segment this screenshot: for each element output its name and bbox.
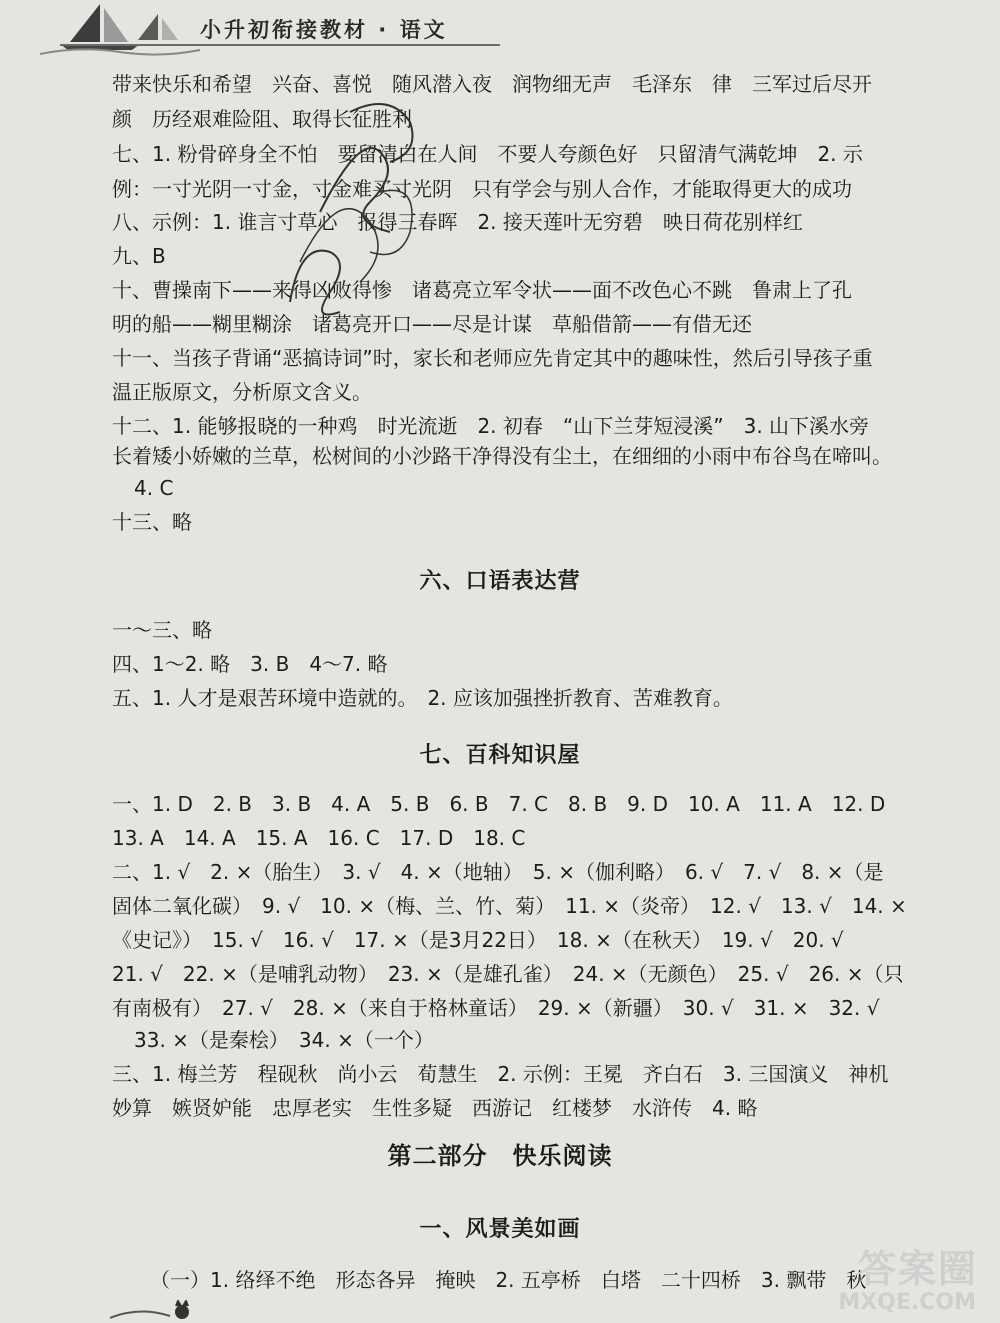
watermark-url: MXQE.COM bbox=[838, 1290, 976, 1315]
text-line: 温正版原文，分析原文含义。 bbox=[112, 380, 372, 404]
text-line: 颜 历经艰难险阻、取得长征胜利 bbox=[112, 107, 412, 131]
section-heading: 六、口语表达营 bbox=[419, 569, 581, 594]
sailboat-icon bbox=[40, 0, 200, 56]
text-line: 四、1～2. 略 3. B 4～7. 略 bbox=[112, 652, 388, 676]
text-line: 十二、1. 能够报晓的一种鸡 时光流逝 2. 初春 “山下兰芽短浸溪” 3. 山下溪水旁 bbox=[112, 414, 870, 438]
section-heading: 七、百科知识屋 bbox=[419, 743, 581, 768]
text-line: 九、B bbox=[112, 244, 166, 268]
text-line: 有南极有） 27. √ 28. ×（来自于格林童话） 29. ×（新疆） 30. √ 31. × 32. √ bbox=[112, 996, 880, 1020]
text-line: 一、1. D 2. B 3. B 4. A 5. B 6. B 7. C 8. B 9. D 10. A 11. A 12. D bbox=[112, 792, 886, 816]
part-heading: 第二部分 快乐阅读 bbox=[387, 1142, 613, 1170]
handwritten-signature bbox=[270, 92, 440, 332]
text-line: 八、示例：1. 谁言寸草心 报得三春晖 2. 接天莲叶无穷碧 映日荷花别样红 bbox=[112, 210, 803, 234]
text-line: 固体二氧化碳） 9. √ 10. ×（梅、兰、竹、菊） 11. ×（炎帝） 12. √ 13. √ 14. × bbox=[112, 894, 907, 918]
watermark bbox=[794, 1249, 994, 1319]
cat-decoration-icon bbox=[110, 1300, 200, 1322]
text-line: 长着矮小娇嫩的兰草，松树间的小沙路干净得没有尘土，在细细的小雨中布谷鸟在啼叫。 bbox=[112, 444, 892, 468]
watermark-logo: 答案圈 bbox=[857, 1247, 978, 1291]
text-line: 十三、略 bbox=[112, 510, 192, 534]
header-divider bbox=[60, 44, 500, 46]
text-line: 例：一寸光阴一寸金，寸金难买寸光阴 只有学会与别人合作，才能取得更大的成功 bbox=[112, 177, 852, 201]
text-line: 4. C bbox=[134, 476, 174, 500]
text-line: 三、1. 梅兰芳 程砚秋 尚小云 荀慧生 2. 示例：王冕 齐白石 3. 三国演义 神机 bbox=[112, 1062, 889, 1086]
text-line: 十一、当孩子背诵“恶搞诗词”时，家长和老师应先肯定其中的趣味性，然后引导孩子重 bbox=[112, 346, 873, 370]
text-line: 21. √ 22. ×（是哺乳动物） 23. ×（是雄孔雀） 24. ×（无颜色） 25. √ 26. ×（只 bbox=[112, 962, 904, 986]
text-line: 明的船——糊里糊涂 诸葛亮开口——尽是计谋 草船借箭——有借无还 bbox=[112, 312, 752, 336]
text-line: （一）1. 络绎不绝 形态各异 掩映 2. 五亭桥 白塔 二十四桥 3. 飘带 秋 bbox=[150, 1268, 867, 1292]
text-line: 七、1. 粉骨碎身全不怕 要留清白在人间 不要人夸颜色好 只留清气满乾坤 2. 示 bbox=[112, 142, 863, 166]
text-line: 带来快乐和希望 兴奋、喜悦 随风潜入夜 润物细无声 毛泽东 律 三军过后尽开 bbox=[112, 72, 872, 96]
section-heading: 一、风景美如画 bbox=[419, 1217, 581, 1242]
text-line: 妙算 嫉贤妒能 忠厚老实 生性多疑 西游记 红楼梦 水浒传 4. 略 bbox=[112, 1096, 758, 1120]
text-line: 二、1. √ 2. ×（胎生） 3. √ 4. ×（地轴） 5. ×（伽利略） 6. √ 7. √ 8. ×（是 bbox=[112, 860, 884, 884]
header-title: 小升初衔接教材 · 语文 bbox=[200, 18, 448, 42]
text-line: 《史记》） 15. √ 16. √ 17. ×（是3月22日） 18. ×（在秋天） 19. √ 20. √ bbox=[112, 928, 844, 952]
text-line: 一～三、略 bbox=[112, 618, 212, 642]
text-line: 五、1. 人才是艰苦环境中造就的。 2. 应该加强挫折教育、苦难教育。 bbox=[112, 686, 733, 710]
text-line: 十、曹操南下——来得凶败得惨 诸葛亮立军令状——面不改色心不跳 鲁肃上了孔 bbox=[112, 278, 852, 302]
page-header bbox=[0, 0, 1000, 60]
text-line: 33. ×（是秦桧） 34. ×（一个） bbox=[134, 1028, 434, 1052]
text-line: 13. A 14. A 15. A 16. C 17. D 18. C bbox=[112, 826, 526, 850]
